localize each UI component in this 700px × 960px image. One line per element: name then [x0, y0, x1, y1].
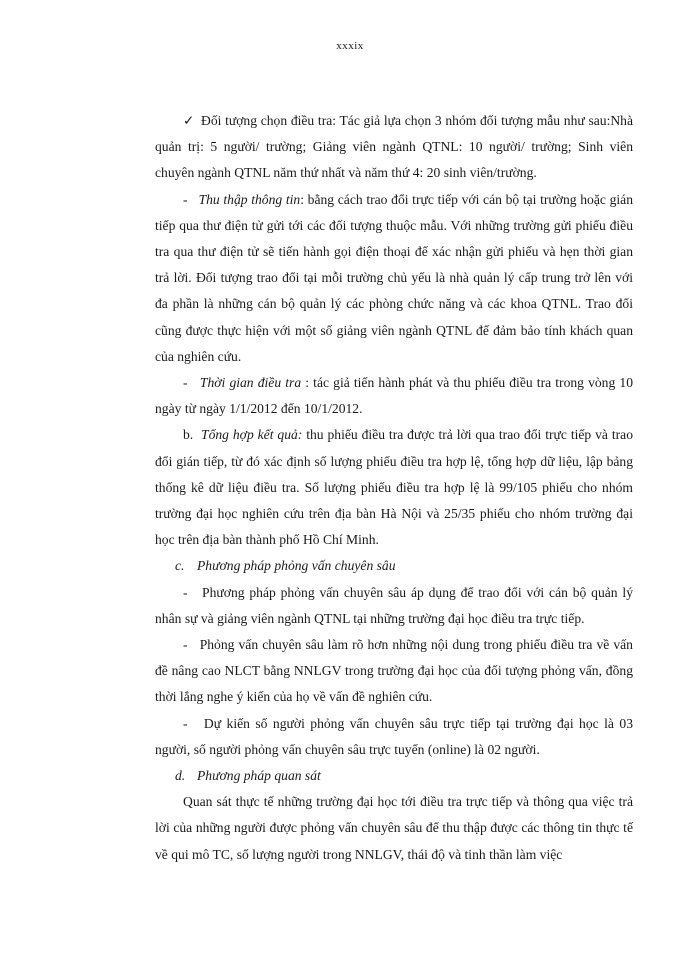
- dash-bullet: -: [183, 584, 188, 600]
- paragraph-interview-detail: [155, 632, 633, 711]
- paragraph-text: : tác giả tiến hành phát và thu phiếu điều tra trong vòng 10 ngày từ ngày 1/1/2012 đến 10/1/2012.: [155, 375, 633, 417]
- dash-bullet: -: [183, 375, 188, 391]
- paragraph-interview-method: [155, 580, 633, 632]
- paragraph-text: Phỏng vấn chuyên sâu làm rõ hơn những nội dung trong phiếu điều tra về vấn đề nâng cao NLCT bằng NNLGV trong trường đại học của đối tượng phỏng vấn, đồng thời lắng nghe ý kiến của họ về vấn đề nghiên cứu.: [155, 637, 633, 705]
- section-title: Phương pháp phỏng vấn chuyên sâu: [197, 558, 396, 574]
- paragraph-lead: Thời gian điều tra: [199, 375, 302, 391]
- paragraph-text: Dự kiến số người phỏng vấn chuyên sâu trực tiếp tại trường đại học là 03 người, số người phỏng vấn chuyên sâu trực tuyến (online) là 02 người.: [155, 715, 633, 757]
- document-body: [155, 108, 633, 868]
- section-title: Phương pháp quan sát: [197, 768, 321, 784]
- paragraph-interview-count: [155, 711, 633, 763]
- paragraph-text: : bằng cách trao đổi trực tiếp với cán bộ tại trường hoặc gián tiếp qua thư điện tử gửi tới các đối tượng thuộc mẫu. Với những trường gửi phiếu điều tra qua thư điện tử sẽ tiến hành gọi điện thoại để xác nhận gửi phiếu và hẹn thời gian trả lời. Đối tượng trao đổi tại mỗi trường chủ yếu là nhà quản lý cấp trung trở lên với đa phần là những cán bộ quản lý các phòng chức năng và các khoa QTNL. Trao đổi cũng được thực hiện với một số giảng viên ngành QTNL để đảm bảo tính khách quan của nghiên cứu.: [155, 191, 633, 364]
- checkmark-icon: ✓: [183, 113, 195, 128]
- paragraph-observation: [155, 789, 633, 868]
- section-heading-d: [155, 763, 633, 789]
- paragraph-subjects: [155, 108, 633, 187]
- section-label: c.: [175, 558, 185, 574]
- page-number: xxxix: [336, 40, 364, 52]
- section-label: b.: [183, 427, 194, 443]
- paragraph-lead: Thu thập thông tin: [198, 191, 301, 207]
- paragraph-text: Phương pháp phỏng vấn chuyên sâu áp dụng để trao đổi với cán bộ quản lý nhân sự và giảng viên ngành QTNL tại những trường đại học điều tra trực tiếp.: [155, 584, 633, 626]
- paragraph-data-collection: [155, 187, 633, 370]
- paragraph-text: thu phiếu điều tra được trả lời qua trao đổi trực tiếp và trao đổi gián tiếp, từ đó xác định số lượng phiếu điều tra hợp lệ, tổng hợp dữ liệu, lập bảng thống kê dữ liệu điều tra. Số lượng phiếu điều tra hợp lệ là 99/105 phiếu cho nhóm trường đại học nghiên cứu trên địa bàn Hà Nội và 25/35 phiếu cho nhóm trường đại học trên địa bàn thành phố Hồ Chí Minh.: [155, 427, 634, 548]
- paragraph-results: [155, 422, 633, 553]
- paragraph-lead: Tổng hợp kết quả:: [201, 427, 303, 443]
- section-heading-c: [155, 553, 633, 579]
- dash-bullet: -: [183, 715, 188, 731]
- paragraph-text: Đối tượng chọn điều tra: Tác giả lựa chọn 3 nhóm đối tượng mẫu như sau:Nhà quản trị: 5 người/ trường; Giảng viên ngành QTNL: 10 người/ trường; Sinh viên chuyên ngành QTNL năm thứ nhất và năm thứ 4: 20 sinh viên/trường.: [155, 113, 633, 181]
- section-label: d.: [175, 768, 186, 784]
- paragraph-survey-time: [155, 370, 633, 422]
- dash-bullet: -: [183, 191, 188, 207]
- dash-bullet: -: [183, 637, 188, 653]
- paragraph-text: Quan sát thực tế những trường đại học tới điều tra trực tiếp và thông qua việc trả lời của những người được phỏng vấn chuyên sâu để thu thập được các thông tin thực tế về qui mô TC, số lượng người trong NNLGV, thái độ và tinh thần làm việc: [155, 794, 633, 862]
